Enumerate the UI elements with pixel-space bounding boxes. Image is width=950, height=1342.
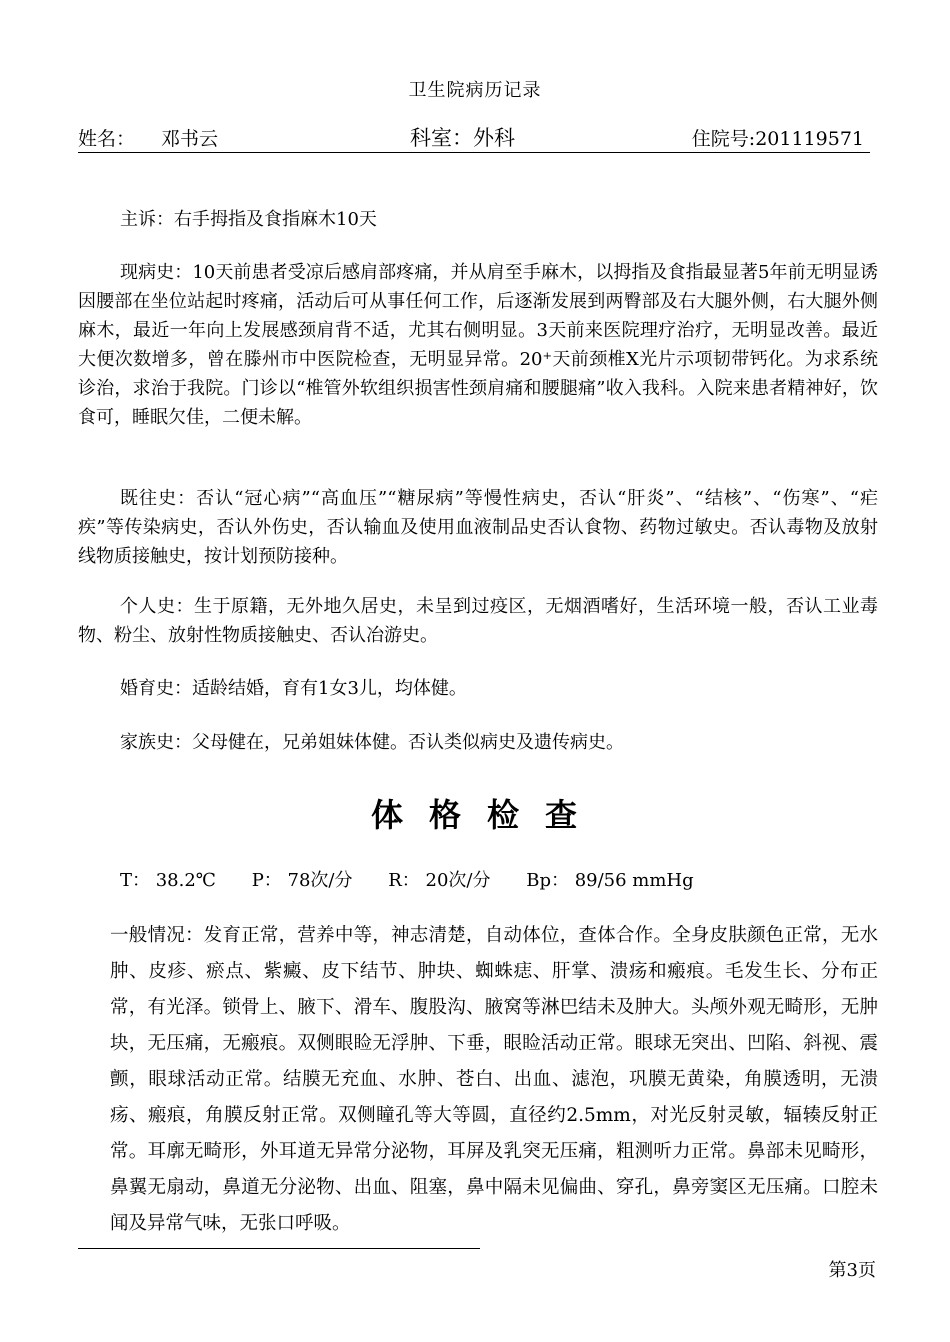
vital-temperature: T： 38.2℃ [120,870,216,891]
present-illness: 现病史：10天前患者受凉后感肩部疼痛，并从肩至手麻木，以拇指及食指最显著5年前无明显诱因腰部在坐位站起时疼痛，活动后可从事任何工作，后逐渐发展到两臀部及右大腿外侧，右大腿外侧麻木，最近一年向上发展感颈肩背不适，尤其右侧明显。3天前来医院理疗治疗，无明显改善。最近大便次数增多，曾在滕州市中医院检查，无明显异常。20⁺天前颈椎X光片示项韧带钙化。为求系统诊治，求治于我院。门诊以“椎管外软组织损害性颈肩痛和腰腿痛”收入我科。入院来患者精神好，饮食可，睡眠欠佳，二便未解。 [78,262,878,428]
department: 科室：外科 [410,126,515,150]
name-value: 邓书云 [161,128,219,150]
physical-exam-title: 体格检查 [370,796,603,834]
vital-signs [120,866,724,892]
family-history: 家族史：父母健在，兄弟姐妹体健。否认类似病史及遗传病史。 [120,732,624,753]
patient-header [78,124,870,153]
personal-history: 个人史：生于原籍，无外地久居史，未呈到过疫区，无烟酒嗜好，生活环境一般，否认工业毒物、粉尘、放射性物质接触史、否认冶游史。 [78,596,878,646]
inpatient-number: 住院号:201119571 [691,128,864,150]
vital-blood-pressure: Bp： 89/56 mmHg [526,870,694,891]
name-label: 姓名： [78,128,136,150]
marital-history: 婚育史：适龄结婚，育有1女3儿，均体健。 [120,678,467,699]
vital-pulse: P： 78次/分 [251,870,353,891]
vital-respiration: R： 20次/分 [388,870,491,891]
document-title: 卫生院病历记录 [408,80,542,101]
footnote-divider [78,1248,480,1249]
past-history: 既往史：否认“冠心病”“高血压”“糖尿病”等慢性病史，否认“肝炎”、“结核”、“伤寒”、“疟疾”等传染病史，否认外伤史，否认输血及使用血液制品史否认食物、药物过敏史。否认毒物及放射线物质接触史，按计划预防接种。 [78,488,878,567]
page-number: 第3页 [828,1260,876,1281]
patient-name [78,124,218,151]
general-condition: 一般情况：发育正常，营养中等，神志清楚，自动体位，查体合作。全身皮肤颜色正常，无水肿、皮疹、瘀点、紫癜、皮下结节、肿块、蜘蛛痣、肝掌、溃疡和瘢痕。毛发生长、分布正常，有光泽。锁骨上、腋下、滑车、腹股沟、腋窝等淋巴结未及肿大。头颅外观无畸形，无肿块，无压痛，无瘢痕。双侧眼睑无浮肿、下垂，眼睑活动正常。眼球无突出、凹陷、斜视、震颤，眼球活动正常。结膜无充血、水肿、苍白、出血、滤泡，巩膜无黄染，角膜透明，无溃疡、瘢痕，角膜反射正常。双侧瞳孔等大等圆，直径约2.5mm，对光反射灵敏，辐辏反射正常。耳廓无畸形，外耳道无异常分泌物，耳屏及乳突无压痛，粗测听力正常。鼻部未见畸形，鼻翼无扇动，鼻道无分泌物、出血、阻塞，鼻中隔未见偏曲、穿孔，鼻旁窦区无压痛。口腔未闻及异常气味，无张口呼吸。 [110,925,878,1234]
chief-complaint: 主诉：右手拇指及食指麻木10天 [120,209,377,230]
